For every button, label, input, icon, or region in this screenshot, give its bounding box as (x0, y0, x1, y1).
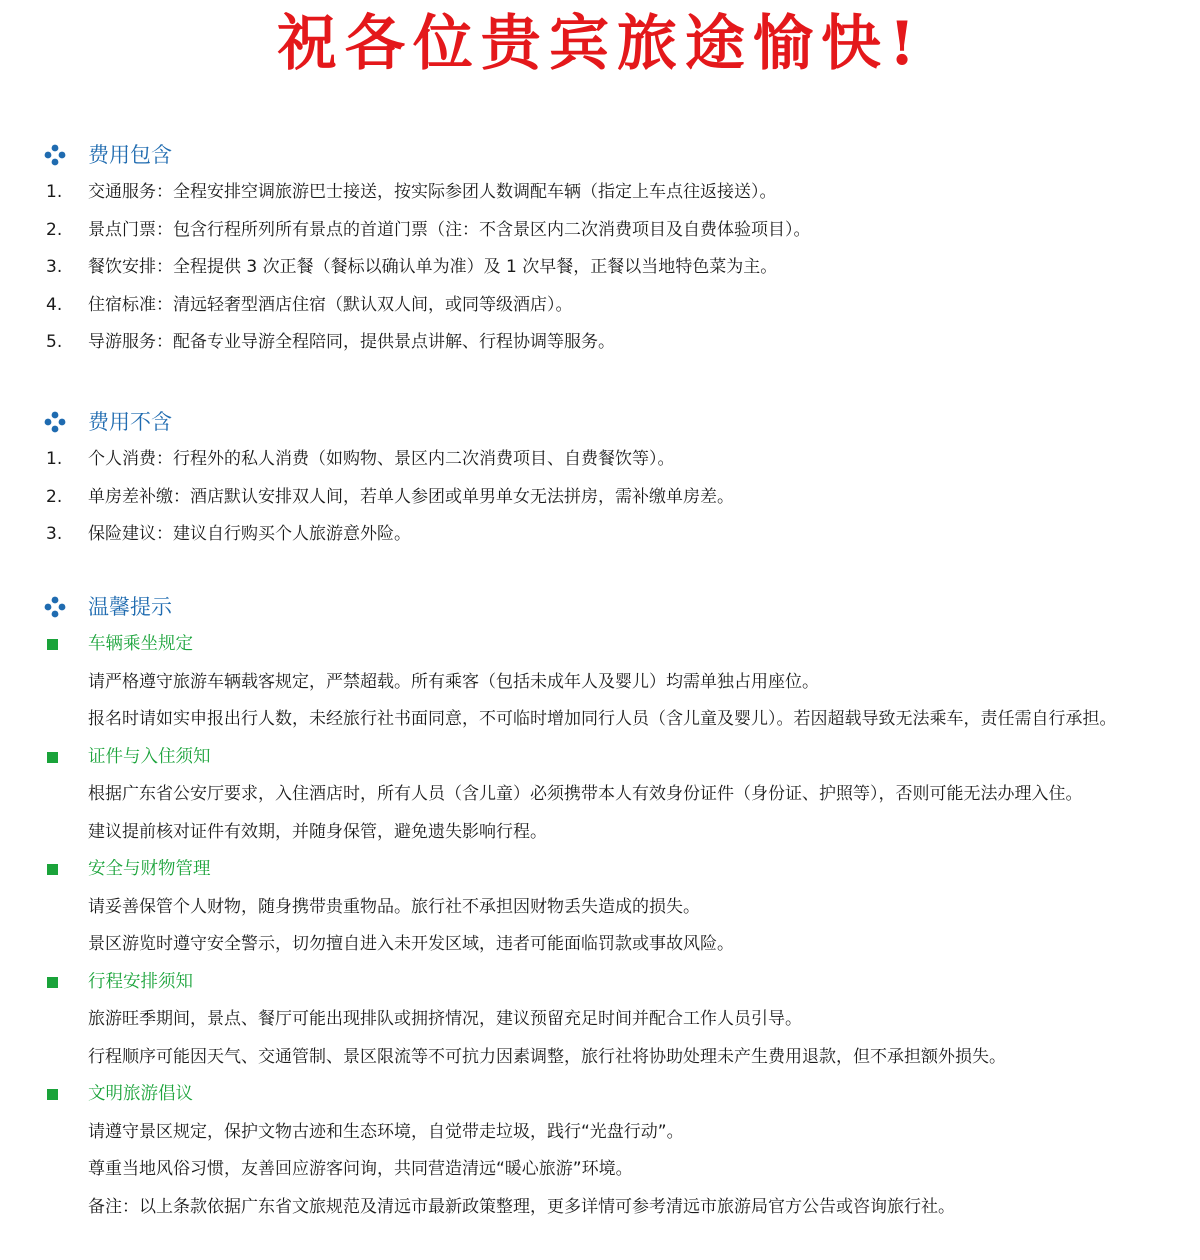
item-text: 保险建议：建议自行购买个人旅游意外险。 (88, 524, 411, 544)
tip-group-title: 文明旅游倡议 (88, 1084, 193, 1104)
item-number: 5. (46, 332, 63, 352)
tip-paragraph: 根据广东省公安厅要求，入住酒店时，所有人员（含儿童）必须携带本人有效身份证件（身份证、护照等），否则可能无法办理入住。 (88, 784, 1083, 804)
item-number: 1. (46, 449, 63, 469)
list-item (0, 479, 1200, 517)
green-square-bullet-icon (47, 864, 58, 875)
tip-group-title: 安全与财物管理 (88, 859, 211, 879)
diamond-bullet-icon (44, 596, 66, 618)
item-text: 景点门票：包含行程所列所有景点的首道门票（注：不含景区内二次消费项目及自费体验项目）。 (88, 219, 811, 240)
list-item (0, 174, 1200, 212)
tip-group-title: 车辆乘坐规定 (88, 634, 193, 654)
tip-paragraph: 请严格遵守旅游车辆载客规定，严禁超载。所有乘客（包括未成年人及婴儿）均需单独占用座位。 (88, 671, 819, 692)
diamond-bullet-icon (44, 144, 66, 166)
item-text: 单房差补缴：酒店默认安排双人间，若单人参团或单男单女无法拼房，需补缴单房差。 (88, 486, 734, 507)
item-text: 住宿标准：清远轻奢型酒店住宿（默认双人间，或同等级酒店）。 (88, 294, 573, 315)
green-square-bullet-icon (47, 639, 58, 650)
item-number: 2. (46, 486, 63, 507)
section-title: 费用包含 (88, 143, 172, 167)
tip-paragraph: 报名时请如实申报出行人数，未经旅行社书面同意，不可临时增加同行人员（含儿童及婴儿）。若因超载导致无法乘车，责任需自行承担。 (88, 709, 1117, 729)
section-excluded-header (0, 405, 1200, 441)
list-item (0, 324, 1200, 362)
section-tips (0, 590, 1200, 1226)
section-title: 费用不含 (88, 410, 172, 434)
list-item (0, 516, 1200, 554)
green-square-bullet-icon (47, 977, 58, 988)
tip-group-title: 证件与入住须知 (88, 746, 211, 767)
green-square-bullet-icon (47, 752, 58, 763)
green-square-bullet-icon (47, 1089, 58, 1100)
tip-paragraph: 旅游旺季期间，景点、餐厅可能出现排队或拥挤情况，建议预留充足时间并配合工作人员引导。 (88, 1009, 802, 1029)
tip-paragraph: 建议提前核对证件有效期，并随身保管，避免遗失影响行程。 (88, 821, 547, 842)
tip-paragraph: 尊重当地风俗习惯，友善回应游客问询，共同营造清远“暖心旅游”环境。 (88, 1159, 633, 1179)
section-excluded (0, 405, 1200, 554)
page-banner: 祝各位贵宾旅途愉快! (276, 9, 924, 79)
item-text: 交通服务：全程安排空调旅游巴士接送，按实际参团人数调配车辆（指定上车点往返接送）。 (88, 182, 777, 202)
list-item (0, 441, 1200, 479)
tip-paragraph: 请妥善保管个人财物，随身携带贵重物品。旅行社不承担因财物丢失造成的损失。 (88, 896, 700, 917)
item-text: 个人消费：行程外的私人消费（如购物、景区内二次消费项目、自费餐饮等）。 (88, 449, 675, 469)
tip-group-header (0, 964, 1200, 1002)
list-item (0, 212, 1200, 250)
item-number: 3. (46, 257, 63, 277)
tip-group-header (0, 739, 1200, 777)
section-title: 温馨提示 (88, 595, 172, 619)
section-included (0, 138, 1200, 362)
item-text: 餐饮安排：全程提供 3 次正餐（餐标以确认单为准）及 1 次早餐，正餐以当地特色菜为主。 (88, 257, 778, 277)
item-text: 导游服务：配备专业导游全程陪同，提供景点讲解、行程协调等服务。 (88, 332, 615, 352)
tip-group-title: 行程安排须知 (88, 971, 193, 992)
tip-paragraph: 请遵守景区规定，保护文物古迹和生态环境，自觉带走垃圾，践行“光盘行动”。 (88, 1121, 684, 1142)
list-item (0, 249, 1200, 287)
section-included-header (0, 138, 1200, 174)
tip-group-header (0, 626, 1200, 664)
tip-paragraph: 行程顺序可能因天气、交通管制、景区限流等不可抗力因素调整，旅行社将协助处理未产生费用退款，但不承担额外损失。 (88, 1046, 1006, 1067)
item-number: 4. (46, 294, 63, 315)
tip-paragraph: 景区游览时遵守安全警示，切勿擅自进入未开发区域，违者可能面临罚款或事故风险。 (88, 934, 734, 954)
item-number: 1. (46, 182, 63, 202)
item-number: 3. (46, 524, 63, 544)
list-item (0, 287, 1200, 325)
tip-group-header (0, 1076, 1200, 1114)
section-tips-header (0, 590, 1200, 626)
tip-note: 备注：以上条款依据广东省文旅规范及清远市最新政策整理，更多详情可参考清远市旅游局官方公告或咨询旅行社。 (88, 1196, 955, 1217)
diamond-bullet-icon (44, 411, 66, 433)
tip-group-header (0, 851, 1200, 889)
item-number: 2. (46, 219, 63, 240)
